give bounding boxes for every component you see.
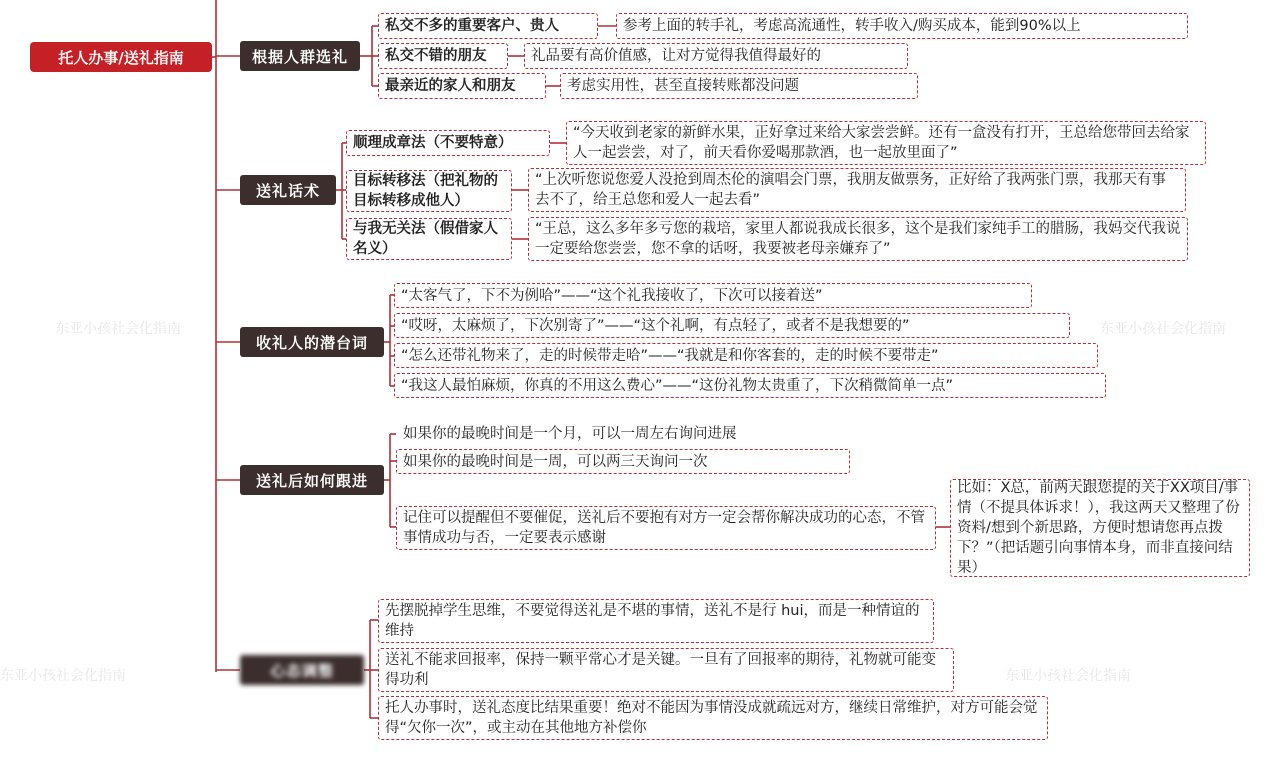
script-example: “王总，这么多年多亏您的栽培，家里人都说我成长很多，这个是我们家纯手工的腊肠，我妈交代我说一定要给您尝尝，您不拿的话呀，我要被老母亲嫌弃了”: [528, 217, 1188, 261]
follow-up-item: 如果你的最晚时间是一个月，可以一周左右询问进展: [396, 422, 816, 446]
branch-gift-scripts: 送礼话术: [240, 175, 336, 205]
audience-label: 私交不错的朋友: [378, 43, 508, 69]
script-method-label: 与我无关法（假借家人名义）: [346, 218, 512, 260]
audience-label: 私交不多的重要客户、贵人: [378, 13, 598, 39]
follow-up-example: 比如：X总，前两天跟您提的关于XX项目/事情（不提具体诉求！），我这两天又整理了份资料/想到个新思路，方便时想请您再点拨下？”（把话题引向事情本身，而非直接问结果）: [950, 479, 1250, 577]
branch-recipient-subtext: 收礼人的潜台词: [240, 327, 384, 357]
watermark: 东亚小孩社会化指南: [0, 668, 126, 684]
script-method-label: 目标转移法（把礼物的目标转移成他人）: [346, 170, 512, 212]
subtext-item: “怎么还带礼物来了，走的时候带走哈”——“我就是和你客套的，走的时候不要带走”: [394, 343, 1098, 368]
branch-follow-up: 送礼后如何跟进: [240, 465, 384, 495]
branch-gift-by-audience: 根据人群选礼: [240, 41, 360, 71]
follow-up-item: 记住可以提醒但不要催促，送礼后不要抱有对方一定会帮你解决成功的心态，不管事情成功与否，一定要表示感谢: [396, 506, 936, 550]
watermark: 东亚小孩社会化指南: [55, 321, 181, 337]
follow-up-item: 如果你的最晚时间是一周，可以两三天询问一次: [396, 449, 850, 474]
subtext-item: “哎呀，太麻烦了，下次别寄了”——“这个礼啊，有点轻了，或者不是我想要的”: [394, 313, 1070, 338]
audience-desc: 考虑实用性，甚至直接转账都没问题: [560, 73, 918, 99]
mindset-item: 先摆脱掉学生思维，不要觉得送礼是不堪的事情，送礼不是行 hui，而是一种情谊的维持: [378, 599, 934, 643]
script-example: “上次听您说您爱人没抢到周杰伦的演唱会门票，我朋友做票务，正好给了我两张门票，我那天有事去不了，给王总您和爱人一起去看”: [528, 168, 1186, 212]
audience-desc: 参考上面的转手礼，考虑高流通性，转手收入/购买成本，能到90%以上: [616, 13, 1188, 39]
mindset-item: 托人办事时，送礼态度比结果重要！绝对不能因为事情没成就疏远对方，继续日常维护，对方可能会觉得“欠你一次”，或主动在其他地方补偿你: [378, 696, 1048, 740]
branch-mindset: 心态调整: [240, 655, 364, 685]
subtext-item: “我这人最怕麻烦，你真的不用这么费心”——“这份礼物太贵重了，下次稍微简单一点”: [394, 373, 1106, 398]
root-node: 托人办事/送礼指南: [30, 42, 212, 72]
script-method-label: 顺理成章法（不要特意）: [346, 130, 550, 156]
audience-desc: 礼品要有高价值感，让对方觉得我值得最好的: [524, 43, 908, 69]
watermark: 东亚小孩社会化指南: [1100, 321, 1226, 337]
watermark: 东亚小孩社会化指南: [1005, 668, 1131, 684]
script-example: “今天收到老家的新鲜水果，正好拿过来给大家尝尝鲜。还有一盒没有打开，王总给您带回去给家人一起尝尝，对了，前天看你爱喝那款酒，也一起放里面了”: [566, 121, 1206, 165]
audience-label: 最亲近的家人和朋友: [378, 73, 546, 99]
mindset-item: 送礼不能求回报率，保持一颗平常心才是关键。一旦有了回报率的期待，礼物就可能变得功利: [378, 648, 954, 692]
subtext-item: “太客气了，下不为例哈”——“这个礼我接收了，下次可以接着送”: [394, 283, 1032, 308]
